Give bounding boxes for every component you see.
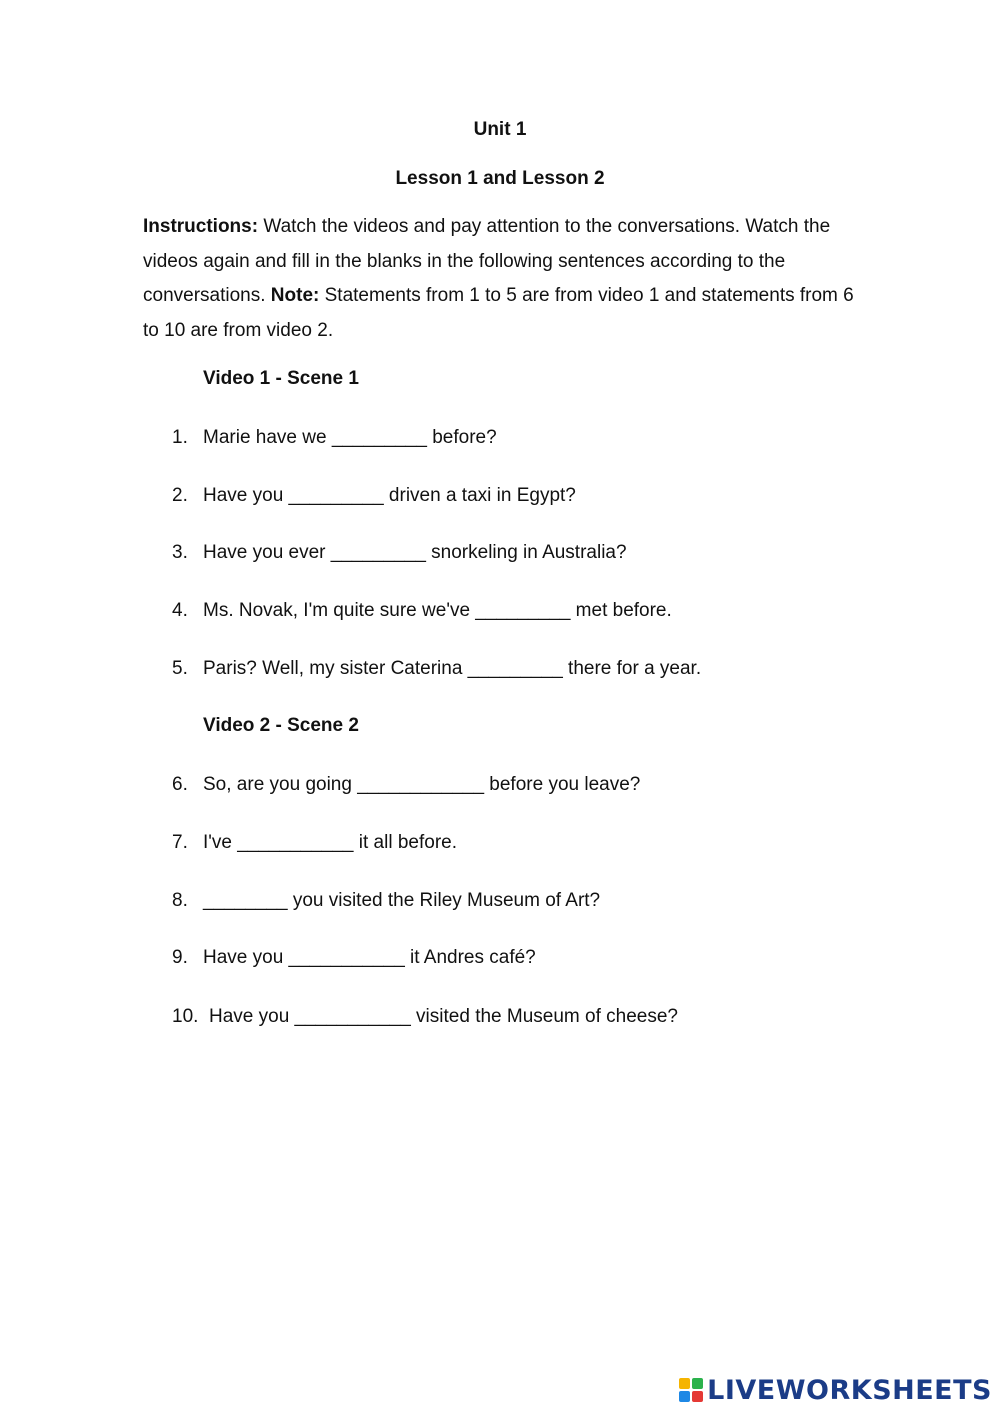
question-text: Paris? Well, my sister Caterina _________ there for a year.	[203, 658, 702, 679]
question-text: So, are you going ____________ before you leave?	[203, 774, 641, 795]
question-text: Marie have we _________ before?	[203, 427, 497, 448]
liveworksheets-logo-icon	[679, 1378, 703, 1402]
instructions-paragraph	[143, 210, 863, 348]
question-10	[172, 1006, 678, 1028]
question-number: 9.	[172, 947, 188, 968]
scene-2-heading: Video 2 - Scene 2	[203, 715, 359, 736]
question-number: 10.	[172, 1006, 199, 1027]
logo-text: LIVEWORKSHEETS	[707, 1374, 992, 1406]
question-2	[172, 485, 576, 507]
question-number: 1.	[172, 427, 188, 448]
question-4	[172, 600, 672, 622]
instructions-label: Instructions:	[143, 216, 259, 237]
question-5	[172, 658, 701, 680]
question-3	[172, 542, 627, 564]
question-text: Have you ___________ it Andres café?	[203, 947, 536, 968]
question-number: 4.	[172, 600, 188, 621]
question-7	[172, 832, 457, 854]
question-9	[172, 947, 536, 969]
question-1	[172, 427, 497, 449]
instructions-text: Watch the videos and pay attention to the conversations. Watch the videos again and fill in the blanks in the following sentences according to the conversations.	[143, 216, 831, 306]
question-text: I've ___________ it all before.	[203, 832, 457, 853]
question-number: 2.	[172, 485, 188, 506]
question-number: 8.	[172, 890, 188, 911]
question-number: 7.	[172, 832, 188, 853]
question-text: ________ you visited the Riley Museum of Art?	[203, 890, 601, 911]
scene-1-heading: Video 1 - Scene 1	[203, 368, 359, 389]
note-label: Note:	[270, 285, 320, 306]
lesson-title: Lesson 1 and Lesson 2	[395, 168, 605, 189]
unit-title: Unit 1	[473, 119, 527, 140]
question-number: 6.	[172, 774, 188, 795]
question-text: Have you ___________ visited the Museum of cheese?	[209, 1006, 678, 1027]
question-8	[172, 890, 600, 912]
question-text: Have you ever _________ snorkeling in Australia?	[203, 542, 627, 563]
question-number: 5.	[172, 658, 188, 679]
question-text: Have you _________ driven a taxi in Egypt?	[203, 485, 576, 506]
liveworksheets-logo[interactable]	[679, 1375, 992, 1405]
question-number: 3.	[172, 542, 188, 563]
note-text: Statements from 1 to 5 are from video 1 and statements from 6 to 10 are from video 2.	[143, 285, 854, 341]
question-6	[172, 774, 640, 796]
question-text: Ms. Novak, I'm quite sure we've _________ met before.	[203, 600, 672, 621]
